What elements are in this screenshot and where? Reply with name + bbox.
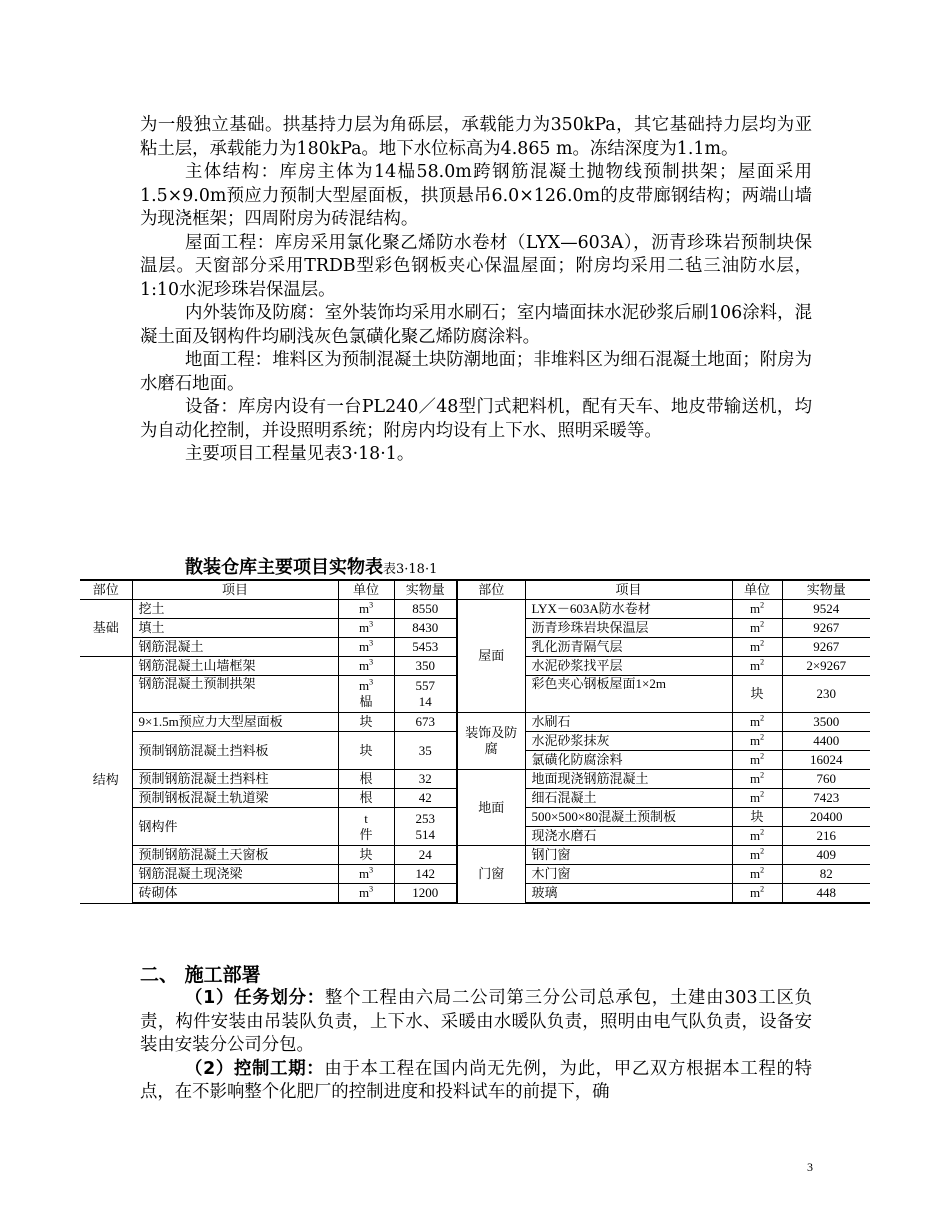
unit-cell [338, 657, 394, 676]
paragraph-main-structure: 主体结构：库房主体为14榀58.0m跨钢筋混凝土抛物线预制拱架；屋面采用1.5×9.0m预应力预制大型屋面板，拱顶悬吊6.0×126.0m的皮带廊钢结构；两端山墙为现浇框架；四周附房为砖混结构。 [140, 162, 812, 229]
quantity: 20400 [810, 809, 843, 824]
quantity-cell [394, 600, 457, 619]
quantity: 350 [415, 658, 435, 673]
item-cell [132, 884, 338, 904]
quantity: 4400 [813, 733, 840, 748]
item-cell [132, 713, 338, 732]
item-name: 钢筋混凝土山墙框架 [138, 658, 256, 673]
unit: 根 [359, 771, 373, 786]
table-row [80, 770, 870, 789]
quantity-cell [394, 846, 457, 865]
unit-exponent: 2 [760, 865, 765, 875]
unit-cell [732, 846, 782, 865]
table-row [80, 600, 870, 619]
unit: 块 [359, 847, 373, 862]
unit-cell [338, 770, 394, 789]
item-name: 地面现浇钢筋混凝土 [531, 771, 649, 786]
quantity: 673 [415, 714, 435, 729]
unit-exponent: 2 [760, 827, 765, 837]
quantity: 32 [418, 771, 432, 786]
body-text-bottom [140, 987, 812, 1105]
quantity-secondary: 514 [415, 826, 435, 842]
unit-cell [732, 808, 782, 827]
quantity: 35 [418, 742, 432, 758]
item-name: 砖砌体 [138, 885, 178, 900]
item-name: 现浇水磨石 [531, 828, 597, 843]
item-cell [525, 846, 732, 865]
unit-exponent: 2 [760, 657, 765, 667]
paragraph-floor: 地面工程：堆料区为预制混凝土块防潮地面；非堆料区为细石混凝土地面；附房为水磨石地面。 [140, 350, 812, 394]
unit: m [749, 828, 761, 843]
item-name: 预制钢筋混凝土挡料柱 [138, 771, 269, 786]
table-header: 部位 [80, 580, 132, 600]
category-cell: 装饰及防腐 [457, 713, 525, 770]
page-number: 3 [807, 1160, 813, 1174]
item-cell [525, 770, 732, 789]
unit-cell [732, 770, 782, 789]
table-title: 散装仓库主要项目实物表 [185, 557, 383, 578]
item-name: 填土 [138, 620, 165, 635]
unit-exponent: 2 [760, 600, 765, 610]
quantity: 760 [816, 771, 836, 786]
unit: m [358, 601, 370, 616]
unit-cell [338, 865, 394, 884]
table-header: 项目 [525, 580, 732, 600]
unit: m [358, 639, 370, 654]
category-cell: 屋面 [457, 600, 525, 713]
paragraph-schedule-control [140, 1058, 812, 1105]
unit: m [749, 601, 761, 616]
unit-cell [338, 619, 394, 638]
category-cell: 结构 [80, 657, 132, 904]
item-name: 钢筋混凝土预制拱架 [138, 676, 256, 691]
unit: m [749, 885, 761, 900]
item-cell [525, 638, 732, 657]
unit-exponent: 3 [369, 677, 374, 687]
unit-cell [338, 713, 394, 732]
unit-cell [338, 884, 394, 904]
quantity: 8550 [412, 601, 439, 616]
unit-exponent: 2 [760, 770, 765, 780]
paragraph-table-ref: 主要项目工程量见表3·18·1。 [185, 444, 415, 464]
unit-cell [732, 619, 782, 638]
unit-cell [338, 846, 394, 865]
unit: 块 [750, 809, 764, 824]
unit-exponent: 3 [369, 884, 374, 894]
quantity-cell [782, 732, 870, 751]
unit-cell [338, 808, 394, 846]
paragraph-text: 整个工程由六局二公司第三分公司总承包，土建由303工区负责，构件安装由吊装队负责，上下水、采暖由水暖队负责，照明由电气队负责，设备安装由安装分公司分包。 [140, 988, 812, 1055]
quantity-cell [394, 638, 457, 657]
item-name: 钢门窗 [531, 847, 571, 862]
quantity-secondary: 14 [418, 694, 432, 709]
quantity: 7423 [813, 790, 840, 805]
item-cell [525, 789, 732, 808]
quantity-cell [394, 884, 457, 904]
unit: m [358, 678, 370, 693]
quantity: 8430 [412, 620, 439, 635]
item-cell [525, 657, 732, 676]
paragraph-roof: 屋面工程：库房采用氯化聚乙烯防水卷材（LYX—603A），沥青珍珠岩预制块保温层。天窗部分采用TRDB型彩色钢板夹心保温屋面；附房均采用二毡三油防水层，1:10水泥珍珠岩保温层。 [140, 232, 812, 300]
paragraph-decoration: 内外装饰及防腐：室外装饰均采用水刷石；室内墙面抹水泥砂浆后刷106涂料，混凝土面及钢构件均刷浅灰色氯磺化聚乙烯防腐涂料。 [140, 303, 812, 347]
quantity: 42 [418, 790, 432, 805]
item-name: 500×500×80混凝土预制板 [531, 809, 677, 824]
item-cell [132, 676, 338, 713]
quantity-cell [782, 619, 870, 638]
quantity-cell [782, 827, 870, 846]
table-row [80, 846, 870, 865]
quantity: 2×9267 [806, 658, 847, 673]
item-name: 水刷石 [531, 714, 571, 729]
item-name: 彩色夹心钢板屋面1×2m [531, 676, 666, 691]
category-cell: 门窗 [457, 846, 525, 904]
item-cell [132, 770, 338, 789]
item-name: 玻璃 [531, 885, 558, 900]
unit: m [749, 620, 761, 635]
unit-cell [732, 827, 782, 846]
quantity-cell [394, 789, 457, 808]
item-name: 钢构件 [138, 818, 178, 834]
category-cell: 基础 [80, 600, 132, 657]
quantity: 9267 [813, 620, 840, 635]
unit: 根 [359, 790, 373, 805]
table-header: 实物量 [394, 580, 457, 600]
unit-exponent: 2 [760, 846, 765, 856]
table-row [80, 713, 870, 732]
quantity-cell [394, 619, 457, 638]
quantity: 1200 [412, 885, 439, 900]
unit-cell [732, 865, 782, 884]
unit: m [749, 866, 761, 881]
unit-cell [732, 713, 782, 732]
quantity-cell [394, 676, 457, 713]
quantity: 9267 [813, 639, 840, 654]
item-name: 水泥砂浆抹灰 [531, 733, 610, 748]
quantity-cell [782, 638, 870, 657]
unit-cell [732, 732, 782, 751]
item-name: 预制钢板混凝土轨道梁 [138, 790, 269, 805]
unit-exponent: 2 [760, 638, 765, 648]
item-name: 钢筋混凝土现浇梁 [138, 866, 243, 881]
quantity: 9524 [813, 601, 840, 616]
item-cell [525, 827, 732, 846]
unit: m [749, 752, 761, 767]
item-cell [525, 865, 732, 884]
item-name: 挖土 [138, 601, 165, 616]
item-name: LYX－603A防水卷材 [531, 601, 651, 616]
unit-cell [338, 600, 394, 619]
item-name: 木门窗 [531, 866, 571, 881]
paragraph-text: 由于本工程在国内尚无先例，为此，甲乙双方根据本工程的特点，在不影响整个化肥厂的控制进度和投料试车的前提下，确 [140, 1058, 812, 1102]
quantity: 448 [816, 885, 836, 900]
quantity: 82 [819, 866, 833, 881]
quantity-cell [394, 713, 457, 732]
quantity-cell [782, 751, 870, 770]
item-name: 乳化沥青隔气层 [531, 639, 623, 654]
quantity-cell [782, 846, 870, 865]
table-header: 单位 [338, 580, 394, 600]
table-header: 项目 [132, 580, 338, 600]
unit: m [749, 790, 761, 805]
unit-cell [732, 751, 782, 770]
item-cell [132, 732, 338, 770]
unit: m [358, 620, 370, 635]
unit: t [364, 810, 368, 826]
unit: m [749, 639, 761, 654]
item-cell [525, 676, 732, 713]
unit: m [749, 847, 761, 862]
unit-cell [732, 657, 782, 676]
quantity-table [80, 579, 870, 904]
item-cell [525, 600, 732, 619]
unit-cell [732, 884, 782, 904]
unit: 块 [359, 714, 373, 729]
item-name: 水泥砂浆找平层 [531, 658, 623, 673]
quantity: 557 [415, 678, 435, 693]
quantity-cell [394, 865, 457, 884]
quantity-cell [782, 600, 870, 619]
item-cell [525, 751, 732, 770]
unit-exponent: 3 [369, 657, 374, 667]
quantity: 16024 [810, 752, 843, 767]
unit: m [358, 866, 370, 881]
unit-exponent: 2 [760, 884, 765, 894]
quantity: 5453 [412, 639, 439, 654]
unit-exponent: 3 [369, 600, 374, 610]
unit-exponent: 3 [369, 865, 374, 875]
item-cell [132, 600, 338, 619]
quantity-cell [394, 770, 457, 789]
unit: m [749, 714, 761, 729]
unit-cell [338, 638, 394, 657]
quantity-cell [782, 884, 870, 904]
quantity-cell [394, 732, 457, 770]
item-cell [525, 619, 732, 638]
item-name: 氯磺化防腐涂料 [531, 752, 623, 767]
item-cell [525, 713, 732, 732]
table-caption [185, 553, 437, 579]
unit-cell [338, 732, 394, 770]
item-cell [132, 657, 338, 676]
table-header: 实物量 [782, 580, 870, 600]
quantity: 3500 [813, 714, 840, 729]
table-header: 单位 [732, 580, 782, 600]
paragraph-label: （2）控制工期： [185, 1058, 325, 1079]
unit: m [749, 771, 761, 786]
quantity-cell [782, 770, 870, 789]
unit: m [749, 658, 761, 673]
unit-cell [732, 676, 782, 713]
quantity-cell [782, 808, 870, 827]
quantity: 24 [418, 847, 432, 862]
item-cell [525, 732, 732, 751]
quantity: 216 [816, 828, 836, 843]
paragraph-label: （1）任务划分： [185, 988, 325, 1008]
unit: 块 [359, 742, 373, 758]
item-name: 预制钢筋混凝土挡料板 [138, 742, 269, 758]
quantity-cell [782, 676, 870, 713]
item-cell [525, 884, 732, 904]
unit: m [749, 733, 761, 748]
unit-exponent: 2 [760, 619, 765, 629]
category-cell: 地面 [457, 770, 525, 846]
unit-exponent: 2 [760, 732, 765, 742]
paragraph-task-division [140, 987, 812, 1058]
quantity-cell [782, 789, 870, 808]
unit-cell [338, 789, 394, 808]
unit-secondary: 榀 [359, 694, 373, 709]
unit-exponent: 3 [369, 638, 374, 648]
item-name: 细石混凝土 [531, 790, 597, 805]
item-cell [132, 846, 338, 865]
table-header-row [80, 580, 870, 600]
item-name: 沥青珍珠岩块保温层 [531, 620, 649, 635]
quantity-cell [782, 713, 870, 732]
unit-exponent: 2 [760, 751, 765, 761]
quantity-cell [782, 657, 870, 676]
unit: m [358, 658, 370, 673]
unit-exponent: 2 [760, 713, 765, 723]
item-cell [132, 865, 338, 884]
item-cell [525, 808, 732, 827]
unit-secondary: 件 [359, 826, 373, 842]
unit-cell [732, 789, 782, 808]
unit: m [358, 885, 370, 900]
item-name: 钢筋混凝土 [138, 639, 204, 654]
unit-cell [338, 676, 394, 713]
table-number: 表3·18·1 [383, 562, 438, 577]
quantity: 142 [415, 866, 435, 881]
section-title: 二、 施工部署 [140, 964, 261, 986]
item-cell [132, 638, 338, 657]
item-name: 预制钢筋混凝土天窗板 [138, 847, 269, 862]
unit-exponent: 2 [760, 789, 765, 799]
quantity-cell [394, 657, 457, 676]
quantity: 230 [816, 686, 836, 701]
quantity-cell [394, 808, 457, 846]
quantity-cell [782, 865, 870, 884]
quantity: 253 [415, 810, 435, 826]
paragraph-equipment: 设备：库房内设有一台PL240／48型门式耙料机，配有天车、地皮带输送机，均为自动化控制，并设照明系统；附房内均设有上下水、照明采暖等。 [140, 397, 812, 441]
item-cell [132, 808, 338, 846]
paragraph-foundation: 为一般独立基础。拱基持力层为角砾层，承载能力为350kPa，其它基础持力层均为亚粘土层，承载能力为180kPa。地下水位标高为4.865 m。冻结深度为1.1m。 [140, 115, 812, 159]
body-text-top [140, 114, 812, 467]
table-header: 部位 [457, 580, 525, 600]
quantity: 409 [816, 847, 836, 862]
unit-cell [732, 638, 782, 657]
unit-exponent: 3 [369, 619, 374, 629]
item-cell [132, 619, 338, 638]
unit-cell [732, 600, 782, 619]
unit: 块 [750, 686, 764, 701]
item-name: 9×1.5m预应力大型屋面板 [138, 714, 283, 729]
item-cell [132, 789, 338, 808]
